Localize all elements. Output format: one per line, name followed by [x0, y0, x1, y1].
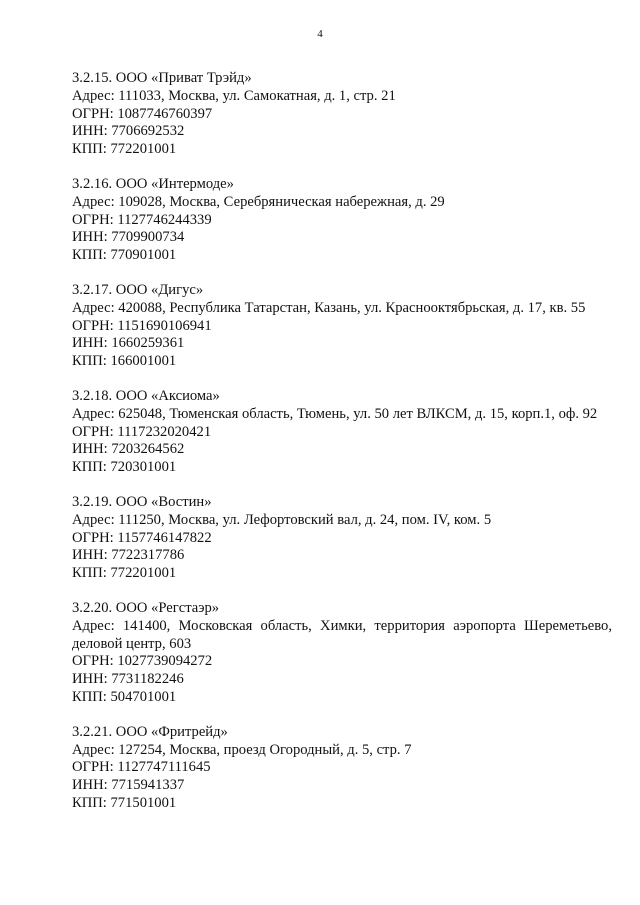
company-heading: 3.2.18. ООО «Аксиома»	[72, 387, 220, 404]
company-kpp: КПП: 720301001	[72, 459, 177, 476]
company-kpp: КПП: 770901001	[72, 247, 177, 264]
company-ogrn: ОГРН: 1157746147822	[72, 529, 212, 546]
company-kpp: КПП: 504701001	[72, 688, 177, 705]
company-inn: ИНН: 7706692532	[72, 123, 185, 140]
company-ogrn: ОГРН: 1087746760397	[72, 105, 213, 122]
company-entry	[72, 724, 612, 813]
company-inn: ИНН: 7715941337	[72, 777, 185, 794]
company-heading: 3.2.15. ООО «Приват Трэйд»	[72, 70, 252, 86]
company-ogrn: ОГРН: 1027739094272	[72, 653, 213, 670]
company-kpp: КПП: 772201001	[72, 141, 177, 158]
company-entry	[72, 70, 612, 159]
company-kpp: КПП: 772201001	[72, 565, 177, 582]
company-list	[72, 70, 612, 830]
company-heading: 3.2.16. ООО «Интермоде»	[72, 175, 234, 192]
company-address: Адрес: 420088, Республика Татарстан, Казань, ул. Краснооктябрьская, д. 17, кв. 55	[72, 299, 586, 316]
company-heading: 3.2.19. ООО «Востин»	[72, 493, 212, 510]
company-entry	[72, 388, 612, 477]
company-address: Адрес: 141400, Московская область, Химки, территория аэропорта Шереметьево, деловой центр, 603	[72, 617, 612, 652]
company-heading: 3.2.17. ООО «Дигус»	[72, 281, 204, 298]
company-ogrn: ОГРН: 1127746244339	[72, 211, 212, 228]
company-entry	[72, 176, 612, 265]
company-ogrn: ОГРН: 1117232020421	[72, 423, 212, 440]
company-ogrn: ОГРН: 1151690106941	[72, 317, 212, 334]
company-entry	[72, 494, 612, 583]
company-ogrn: ОГРН: 1127747111645	[72, 759, 211, 776]
company-kpp: КПП: 771501001	[72, 794, 177, 811]
company-inn: ИНН: 7722317786	[72, 547, 185, 564]
company-address: Адрес: 109028, Москва, Серебряническая набережная, д. 29	[72, 193, 445, 210]
company-inn: ИНН: 7203264562	[72, 441, 185, 458]
company-entry	[72, 600, 612, 707]
company-inn: ИНН: 7709900734	[72, 229, 185, 246]
company-address: Адрес: 111250, Москва, ул. Лефортовский вал, д. 24, пом. IV, ком. 5	[72, 511, 492, 528]
company-heading: 3.2.21. ООО «Фритрейд»	[72, 723, 228, 740]
company-entry	[72, 282, 612, 371]
company-inn: ИНН: 1660259361	[72, 335, 185, 352]
company-inn: ИНН: 7731182246	[72, 671, 184, 688]
company-heading: 3.2.20. ООО «Регстаэр»	[72, 599, 220, 616]
page-number: 4	[317, 28, 323, 40]
company-kpp: КПП: 166001001	[72, 353, 177, 370]
company-address: Адрес: 127254, Москва, проезд Огородный, д. 5, стр. 7	[72, 741, 412, 758]
company-address: Адрес: 625048, Тюменская область, Тюмень, ул. 50 лет ВЛКСМ, д. 15, корп.1, оф. 92	[72, 405, 598, 422]
company-address: Адрес: 111033, Москва, ул. Самокатная, д. 1, стр. 21	[72, 87, 396, 104]
